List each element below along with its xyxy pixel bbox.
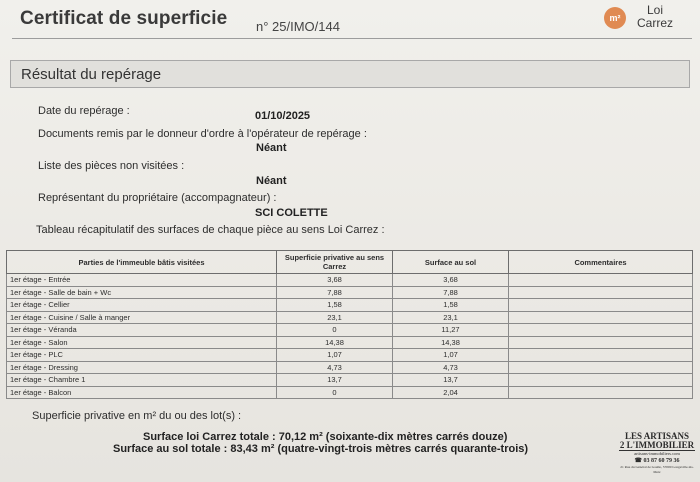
carrez-area-cell: 4,73 — [277, 361, 393, 374]
date-label: Date du repérage : — [38, 105, 130, 117]
floor-area-cell: 4,73 — [393, 361, 509, 374]
unvisited-rooms-label: Liste des pièces non visitées : — [38, 160, 185, 172]
room-cell: 1er étage - Salon — [7, 336, 277, 349]
comment-cell — [509, 299, 693, 312]
comment-cell — [509, 274, 693, 287]
stamp-line-2: 2 L'IMMOBILIER — [619, 440, 695, 450]
comment-cell — [509, 336, 693, 349]
room-cell: 1er étage - Véranda — [7, 324, 277, 337]
table-row — [7, 274, 693, 287]
comment-cell — [509, 311, 693, 324]
logo-text — [637, 4, 673, 30]
carrez-area-cell: 0 — [277, 324, 393, 337]
carrez-area-cell: 7,88 — [277, 286, 393, 299]
loi-carrez-total: Surface loi Carrez totale : 70,12 m² (soixante-dix mètres carrés douze) — [143, 431, 508, 443]
comment-cell — [509, 324, 693, 337]
comment-cell — [509, 286, 693, 299]
logo-line-1: Loi — [647, 3, 664, 17]
date-value: 01/10/2025 — [255, 110, 311, 122]
comment-cell — [509, 361, 693, 374]
floor-area-cell: 23,1 — [393, 311, 509, 324]
comment-cell — [509, 374, 693, 387]
column-header: Superficie privative au sens Carrez — [277, 251, 393, 274]
room-cell: 1er étage - PLC — [7, 349, 277, 362]
unvisited-rooms-value: Néant — [256, 175, 287, 187]
table-row — [7, 386, 693, 399]
floor-area-total: Surface au sol totale : 83,43 m² (quatre-vingt-trois mètres carrés quarante-trois) — [113, 443, 529, 455]
representative-value: SCI COLETTE — [255, 207, 328, 219]
floor-area-cell: 7,88 — [393, 286, 509, 299]
room-cell: 1er étage - Dressing — [7, 361, 277, 374]
carrez-area-cell: 14,38 — [277, 336, 393, 349]
table-row — [7, 324, 693, 337]
floor-area-cell: 11,27 — [393, 324, 509, 337]
room-cell: 1er étage - Entrée — [7, 274, 277, 287]
stamp-website: artisans-immobiliers.com — [634, 451, 680, 456]
table-header-row — [7, 251, 693, 274]
floor-area-cell: 14,38 — [393, 336, 509, 349]
carrez-area-cell: 1,07 — [277, 349, 393, 362]
room-cell: 1er étage - Cellier — [7, 299, 277, 312]
table-row — [7, 361, 693, 374]
document-title: Certificat de superficie — [20, 8, 228, 29]
comment-cell — [509, 386, 693, 399]
room-cell: 1er étage - Chambre 1 — [7, 374, 277, 387]
logo-line-2: Carrez — [637, 16, 674, 30]
floor-area-cell: 2,04 — [393, 386, 509, 399]
m2-logo-icon: m² — [604, 7, 626, 29]
private-area-label: Superficie privative en m² du ou des lot(s) : — [32, 410, 242, 422]
floor-area-cell: 1,07 — [393, 349, 509, 362]
carrez-area-cell: 0 — [277, 386, 393, 399]
carrez-area-cell: 1,58 — [277, 299, 393, 312]
carrez-area-cell: 3,68 — [277, 274, 393, 287]
section-title: Résultat du repérage — [21, 66, 162, 83]
table-row — [7, 286, 693, 299]
agency-stamp — [619, 432, 695, 476]
documents-label: Documents remis par le donneur d'ordre à l'opérateur de repérage : — [38, 128, 367, 140]
room-cell: 1er étage - Cuisine / Salle à manger — [7, 311, 277, 324]
documents-value: Néant — [256, 142, 287, 154]
table-caption: Tableau récapitulatif des surfaces de chaque pièce au sens Loi Carrez : — [36, 224, 385, 236]
table-row — [7, 336, 693, 349]
floor-area-cell: 13,7 — [393, 374, 509, 387]
room-cell: 1er étage - Balcon — [7, 386, 277, 399]
carrez-area-cell: 23,1 — [277, 311, 393, 324]
carrez-area-cell: 13,7 — [277, 374, 393, 387]
comment-cell — [509, 349, 693, 362]
loi-carrez-logo — [604, 4, 694, 34]
table-row — [7, 299, 693, 312]
section-header — [10, 60, 690, 88]
column-header: Parties de l'immeuble bâtis visitées — [7, 251, 277, 274]
stamp-phone: ☎ 03 87 60 79 36 — [634, 458, 680, 464]
floor-area-cell: 1,58 — [393, 299, 509, 312]
floor-area-cell: 3,68 — [393, 274, 509, 287]
column-header: Commentaires — [509, 251, 693, 274]
surfaces-table — [6, 250, 693, 399]
title-divider — [12, 38, 692, 39]
representative-label: Représentant du propriétaire (accompagnateur) : — [38, 192, 277, 204]
stamp-address: 21 Rue du Général de Gaulle, 57000 Longeville-lès-Metz — [620, 465, 694, 474]
column-header: Surface au sol — [393, 251, 509, 274]
table-row — [7, 374, 693, 387]
stamp-line-1: LES ARTISANS — [625, 431, 689, 441]
table-row — [7, 349, 693, 362]
table-row — [7, 311, 693, 324]
certificate-number: n° 25/IMO/144 — [256, 19, 340, 34]
room-cell: 1er étage - Salle de bain + Wc — [7, 286, 277, 299]
